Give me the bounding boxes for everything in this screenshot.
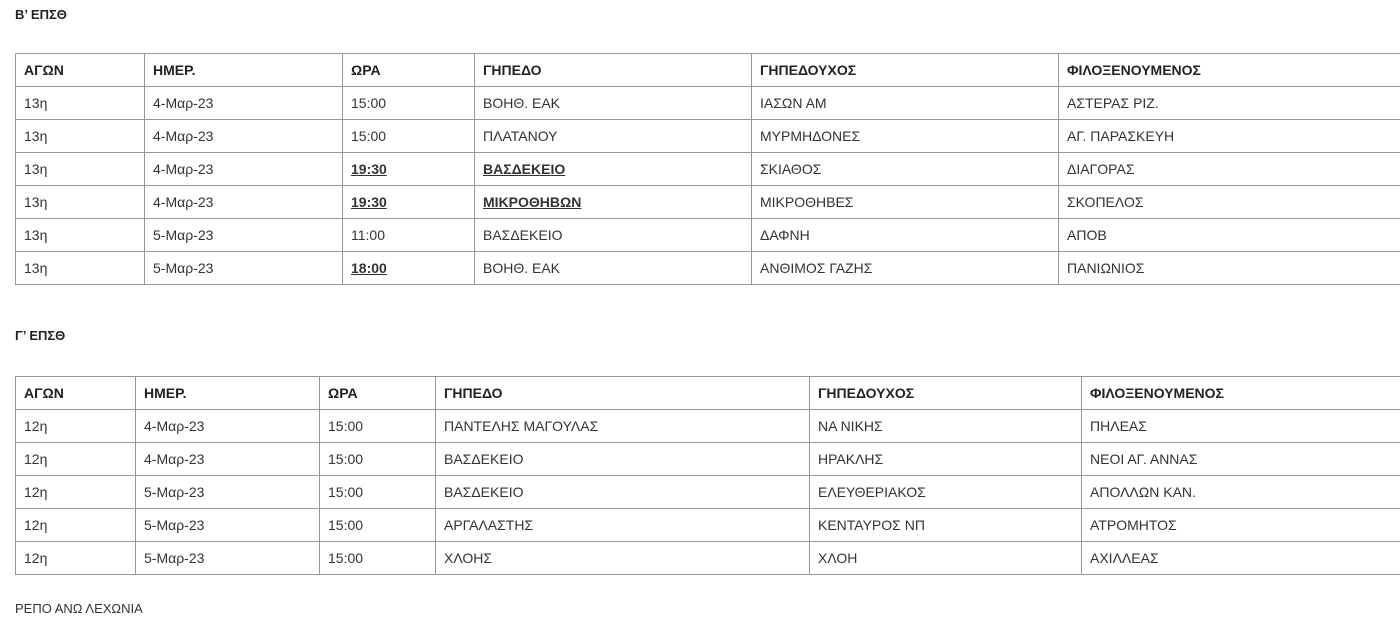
cell-home-team: ΧΛΟΗ <box>810 542 1082 575</box>
table-header-row <box>16 377 1400 410</box>
venue-link[interactable]: ΒΑΣΔΕΚΕΙΟ <box>483 161 566 177</box>
cell-away-team: ΔΙΑΓΟΡΑΣ <box>1059 153 1400 186</box>
cell-round: 12η <box>16 476 136 509</box>
header-round: ΑΓΩΝ <box>16 377 136 410</box>
cell-venue: ΠΑΝΤΕΛΗΣ ΜΑΓΟΥΛΑΣ <box>436 410 810 443</box>
table-row <box>16 252 1400 285</box>
header-home-team: ΓΗΠΕΔΟΥΧΟΣ <box>752 54 1059 87</box>
cell-venue: ΒΟΗΘ. ΕΑΚ <box>475 87 752 120</box>
fixtures-table-g-epsth <box>15 376 1400 575</box>
cell-time <box>343 252 475 285</box>
fixtures-table-b-epsth <box>15 53 1400 285</box>
time-link[interactable]: 19:30 <box>351 194 387 210</box>
cell-time: 15:00 <box>320 542 436 575</box>
cell-home-team: ΜΙΚΡΟΘΗΒΕΣ <box>752 186 1059 219</box>
time-link[interactable]: 18:00 <box>351 260 387 276</box>
cell-round: 12η <box>16 509 136 542</box>
cell-round: 13η <box>16 153 145 186</box>
cell-time <box>343 153 475 186</box>
cell-home-team: ΜΥΡΜΗΔΟΝΕΣ <box>752 120 1059 153</box>
cell-time: 11:00 <box>343 219 475 252</box>
table-header-row <box>16 54 1400 87</box>
cell-home-team: ΙΑΣΩΝ ΑΜ <box>752 87 1059 120</box>
cell-home-team: ΝΑ ΝΙΚΗΣ <box>810 410 1082 443</box>
cell-date: 4-Μαρ-23 <box>145 153 343 186</box>
cell-venue <box>475 186 752 219</box>
section-title-b-epsth: Β’ ΕΠΣΘ <box>15 7 67 22</box>
cell-round: 12η <box>16 542 136 575</box>
cell-away-team: ΝΕΟΙ ΑΓ. ΑΝΝΑΣ <box>1082 443 1400 476</box>
cell-home-team: ΣΚΙΑΘΟΣ <box>752 153 1059 186</box>
cell-time: 15:00 <box>320 410 436 443</box>
header-home-team: ΓΗΠΕΔΟΥΧΟΣ <box>810 377 1082 410</box>
table-row <box>16 410 1400 443</box>
cell-round: 12η <box>16 443 136 476</box>
cell-home-team: ΕΛΕΥΘΕΡΙΑΚΟΣ <box>810 476 1082 509</box>
header-away-team: ΦΙΛΟΞΕΝΟΥΜΕΝΟΣ <box>1059 54 1400 87</box>
header-venue: ΓΗΠΕΔΟ <box>436 377 810 410</box>
cell-away-team: ΑΓ. ΠΑΡΑΣΚΕΥΗ <box>1059 120 1400 153</box>
header-date: ΗΜΕΡ. <box>136 377 320 410</box>
table-row <box>16 87 1400 120</box>
cell-away-team: ΣΚΟΠΕΛΟΣ <box>1059 186 1400 219</box>
table-row <box>16 476 1400 509</box>
cell-time <box>343 186 475 219</box>
header-date: ΗΜΕΡ. <box>145 54 343 87</box>
cell-venue: ΒΑΣΔΕΚΕΙΟ <box>436 443 810 476</box>
cell-round: 13η <box>16 219 145 252</box>
cell-date: 4-Μαρ-23 <box>136 443 320 476</box>
cell-date: 5-Μαρ-23 <box>145 219 343 252</box>
table-row <box>16 443 1400 476</box>
cell-round: 13η <box>16 186 145 219</box>
cell-away-team: ΑΧΙΛΛΕΑΣ <box>1082 542 1400 575</box>
cell-venue: ΒΟΗΘ. ΕΑΚ <box>475 252 752 285</box>
cell-round: 13η <box>16 87 145 120</box>
bye-note: ΡΕΠΟ ΑΝΩ ΛΕΧΩΝΙΑ <box>15 601 143 616</box>
cell-home-team: ΗΡΑΚΛΗΣ <box>810 443 1082 476</box>
cell-date: 5-Μαρ-23 <box>145 252 343 285</box>
cell-time: 15:00 <box>320 443 436 476</box>
cell-round: 12η <box>16 410 136 443</box>
cell-date: 4-Μαρ-23 <box>145 120 343 153</box>
table-row <box>16 542 1400 575</box>
time-link[interactable]: 19:30 <box>351 161 387 177</box>
table-row <box>16 153 1400 186</box>
cell-venue: ΒΑΣΔΕΚΕΙΟ <box>475 219 752 252</box>
cell-date: 4-Μαρ-23 <box>145 87 343 120</box>
table-row <box>16 186 1400 219</box>
venue-link[interactable]: ΜΙΚΡΟΘΗΒΩΝ <box>483 194 582 210</box>
cell-away-team: ΑΠΟΒ <box>1059 219 1400 252</box>
cell-venue <box>475 153 752 186</box>
cell-venue: ΠΛΑΤΑΝΟΥ <box>475 120 752 153</box>
cell-home-team: ΚΕΝΤΑΥΡΟΣ ΝΠ <box>810 509 1082 542</box>
cell-venue: ΑΡΓΑΛΑΣΤΗΣ <box>436 509 810 542</box>
cell-date: 5-Μαρ-23 <box>136 509 320 542</box>
header-venue: ΓΗΠΕΔΟ <box>475 54 752 87</box>
cell-date: 5-Μαρ-23 <box>136 542 320 575</box>
table-row <box>16 219 1400 252</box>
header-time: ΩΡΑ <box>320 377 436 410</box>
cell-round: 13η <box>16 252 145 285</box>
cell-away-team: ΑΤΡΟΜΗΤΟΣ <box>1082 509 1400 542</box>
cell-time: 15:00 <box>320 476 436 509</box>
cell-home-team: ΑΝΘΙΜΟΣ ΓΑΖΗΣ <box>752 252 1059 285</box>
header-away-team: ΦΙΛΟΞΕΝΟΥΜΕΝΟΣ <box>1082 377 1400 410</box>
table-row <box>16 509 1400 542</box>
cell-away-team: ΠΑΝΙΩΝΙΟΣ <box>1059 252 1400 285</box>
cell-venue: ΧΛΟΗΣ <box>436 542 810 575</box>
cell-round: 13η <box>16 120 145 153</box>
header-round: ΑΓΩΝ <box>16 54 145 87</box>
cell-date: 5-Μαρ-23 <box>136 476 320 509</box>
cell-home-team: ΔΑΦΝΗ <box>752 219 1059 252</box>
cell-time: 15:00 <box>320 509 436 542</box>
cell-away-team: ΑΠΟΛΛΩΝ ΚΑΝ. <box>1082 476 1400 509</box>
table-row <box>16 120 1400 153</box>
section-title-g-epsth: Γ’ ΕΠΣΘ <box>15 328 66 343</box>
header-time: ΩΡΑ <box>343 54 475 87</box>
cell-away-team: ΠΗΛΕΑΣ <box>1082 410 1400 443</box>
cell-venue: ΒΑΣΔΕΚΕΙΟ <box>436 476 810 509</box>
cell-time: 15:00 <box>343 87 475 120</box>
cell-away-team: ΑΣΤΕΡΑΣ ΡΙΖ. <box>1059 87 1400 120</box>
cell-time: 15:00 <box>343 120 475 153</box>
cell-date: 4-Μαρ-23 <box>145 186 343 219</box>
cell-date: 4-Μαρ-23 <box>136 410 320 443</box>
